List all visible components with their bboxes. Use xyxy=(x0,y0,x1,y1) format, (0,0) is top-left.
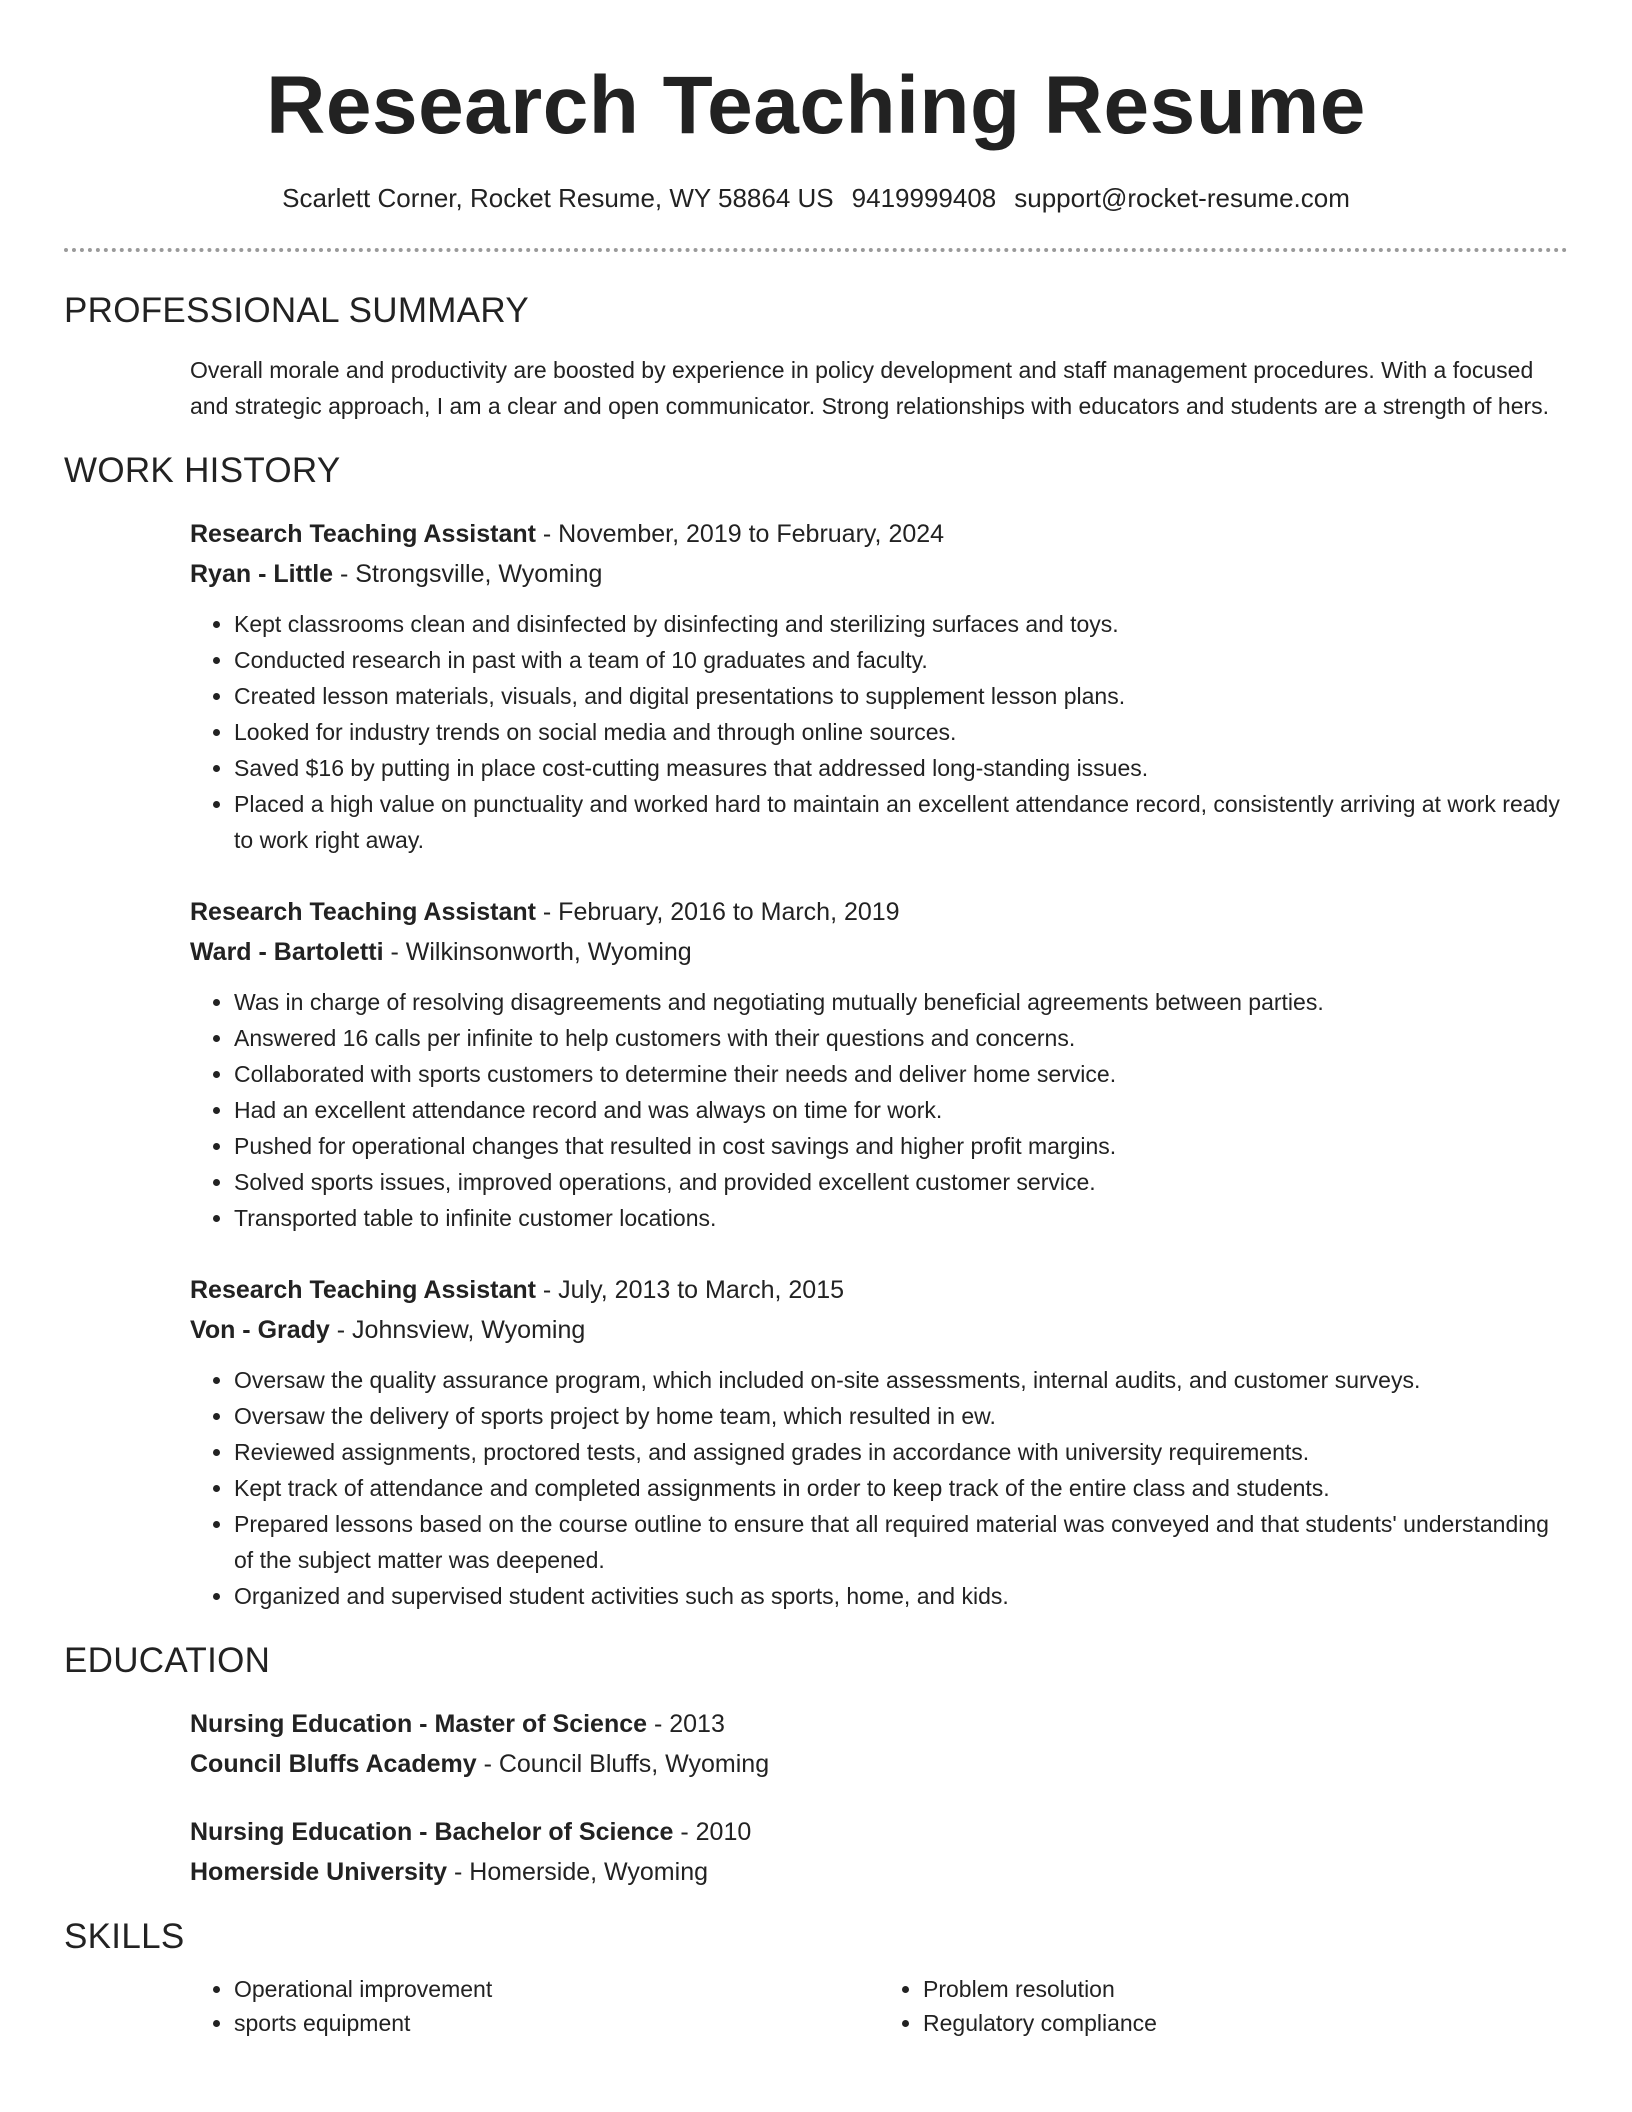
header-divider xyxy=(64,248,1568,252)
summary-section xyxy=(64,290,1568,424)
skills-grid xyxy=(190,1972,1568,2040)
job-bullets xyxy=(190,606,1568,858)
job-dates: - February, 2016 to March, 2019 xyxy=(535,898,900,926)
job-entry xyxy=(190,1270,1568,1614)
job-bullet: • Had an excellent attendance record and was always on time for work. xyxy=(234,1092,1568,1128)
job-bullet: • Created lesson materials, visuals, and digital presentations to supplement lesson plans. xyxy=(234,678,1568,714)
degree: Nursing Education - Master of Science xyxy=(190,1710,648,1738)
degree: Nursing Education - Bachelor of Science xyxy=(190,1818,674,1846)
school-location: - Homerside, Wyoming xyxy=(447,1858,708,1886)
job-bullet: • Was in charge of resolving disagreements and negotiating mutually beneficial agreements between parties. xyxy=(234,984,1568,1020)
job-location: - Wilkinsonworth, Wyoming xyxy=(383,938,692,966)
school-line xyxy=(190,1744,1568,1784)
summary-body xyxy=(190,352,1568,424)
job-title-line xyxy=(190,514,1568,554)
contact-phone: 9419999408 xyxy=(851,183,997,213)
job-bullet: • Pushed for operational changes that resulted in cost savings and higher profit margins. xyxy=(234,1128,1568,1164)
job-bullets xyxy=(190,1362,1568,1614)
job-company: Von - Grady xyxy=(190,1316,330,1344)
degree-year: - 2010 xyxy=(673,1818,752,1846)
job-bullet: • Transported table to infinite customer locations. xyxy=(234,1200,1568,1236)
school-line xyxy=(190,1852,1568,1892)
job-bullet: • Solved sports issues, improved operations, and provided excellent customer service. xyxy=(234,1164,1568,1200)
skill-item: • sports equipment xyxy=(234,2006,879,2040)
job-bullet: • Kept track of attendance and completed assignments in order to keep track of the entire class and students. xyxy=(234,1470,1568,1506)
school: Homerside University xyxy=(190,1858,448,1886)
degree-line xyxy=(190,1704,1568,1744)
school-location: - Council Bluffs, Wyoming xyxy=(476,1750,770,1778)
education-entry xyxy=(190,1704,1568,1784)
job-entry xyxy=(190,514,1568,858)
job-dates: - July, 2013 to March, 2015 xyxy=(535,1276,845,1304)
degree-year: - 2013 xyxy=(647,1710,725,1738)
job-title: Research Teaching Assistant xyxy=(190,520,536,548)
resume-title: Research Teaching Resume xyxy=(266,60,1366,151)
skill-item: • Regulatory compliance xyxy=(923,2006,1568,2040)
job-title-line xyxy=(190,1270,1568,1310)
job-company-line xyxy=(190,554,1568,594)
education-heading: EDUCATION xyxy=(64,1641,271,1680)
job-company: Ryan - Little xyxy=(190,560,334,588)
job-bullet: • Oversaw the delivery of sports project by home team, which resulted in ew. xyxy=(234,1398,1568,1434)
job-location: - Strongsville, Wyoming xyxy=(333,560,603,588)
job-bullet: • Collaborated with sports customers to determine their needs and deliver home service. xyxy=(234,1056,1568,1092)
job-entry xyxy=(190,892,1568,1236)
job-company-line xyxy=(190,932,1568,972)
job-company-line xyxy=(190,1310,1568,1350)
job-title-line xyxy=(190,892,1568,932)
summary-text: Overall morale and productivity are boosted by experience in policy development and staff management procedures. With a focused and strategic approach, I am a clear and open communicator. Strong relationships with educators and students are a strength of hers. xyxy=(190,357,1550,419)
skills-body xyxy=(190,1972,1568,2040)
job-bullet: • Organized and supervised student activities such as sports, home, and kids. xyxy=(234,1578,1568,1614)
job-bullet: • Oversaw the quality assurance program, which included on-site assessments, internal audits, and customer surveys. xyxy=(234,1362,1568,1398)
job-title: Research Teaching Assistant xyxy=(190,898,536,926)
skills-column-left xyxy=(190,1972,879,2040)
skills-section xyxy=(64,1916,1568,2040)
work-heading: WORK HISTORY xyxy=(64,451,341,490)
degree-line xyxy=(190,1812,1568,1852)
job-bullet: • Conducted research in past with a team of 10 graduates and faculty. xyxy=(234,642,1568,678)
job-dates: - November, 2019 to February, 2024 xyxy=(535,520,945,548)
skill-item: • Operational improvement xyxy=(234,1972,879,2006)
work-section xyxy=(64,450,1568,1614)
job-bullet: • Saved $16 by putting in place cost-cutting measures that addressed long-standing issues. xyxy=(234,750,1568,786)
job-bullet: • Placed a high value on punctuality and worked hard to maintain an excellent attendance record, consistently arriving at work ready to work right away. xyxy=(234,786,1568,858)
education-body xyxy=(190,1704,1568,1892)
summary-heading: PROFESSIONAL SUMMARY xyxy=(64,291,529,330)
skill-item: • Problem resolution xyxy=(923,1972,1568,2006)
job-bullet: • Kept classrooms clean and disinfected by disinfecting and sterilizing surfaces and toys. xyxy=(234,606,1568,642)
job-bullets xyxy=(190,984,1568,1236)
contact-address: Scarlett Corner, Rocket Resume, WY 58864 US xyxy=(282,183,834,213)
job-title: Research Teaching Assistant xyxy=(190,1276,536,1304)
education-section xyxy=(64,1640,1568,1892)
job-bullet: • Prepared lessons based on the course outline to ensure that all required material was conveyed and that students' understanding of the subject matter was deepened. xyxy=(234,1506,1568,1578)
job-company: Ward - Bartoletti xyxy=(190,938,384,966)
school: Council Bluffs Academy xyxy=(190,1750,477,1778)
skills-heading: SKILLS xyxy=(64,1917,185,1956)
job-bullet: • Looked for industry trends on social media and through online sources. xyxy=(234,714,1568,750)
contact-email: support@rocket-resume.com xyxy=(1014,183,1350,213)
job-bullet: • Answered 16 calls per infinite to help customers with their questions and concerns. xyxy=(234,1020,1568,1056)
job-bullet: • Reviewed assignments, proctored tests, and assigned grades in accordance with university requirements. xyxy=(234,1434,1568,1470)
skills-column-right xyxy=(879,1972,1568,2040)
job-location: - Johnsview, Wyoming xyxy=(329,1316,586,1344)
work-body xyxy=(190,514,1568,1614)
contact-line xyxy=(64,182,1568,214)
education-entry xyxy=(190,1812,1568,1892)
